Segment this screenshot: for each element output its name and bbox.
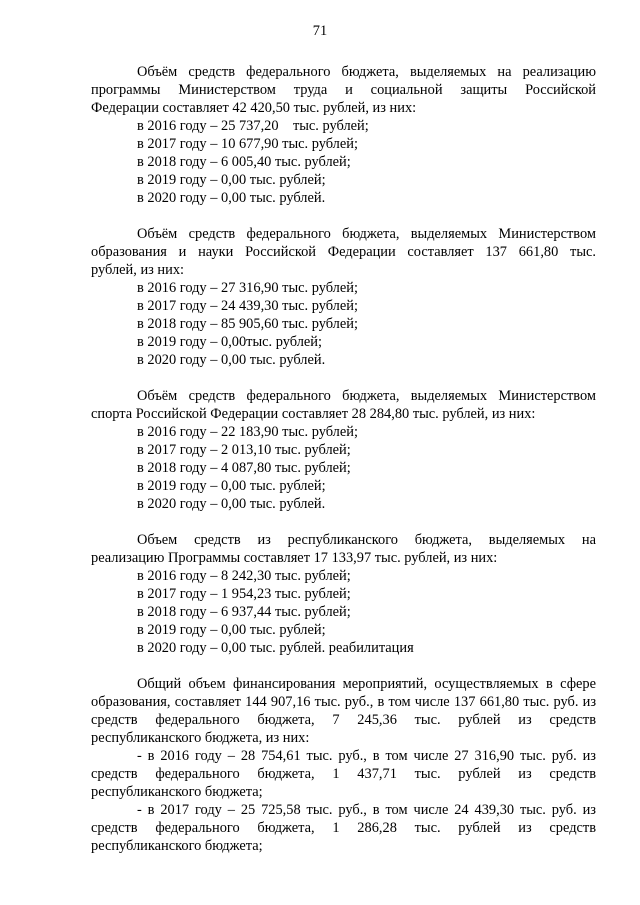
- paragraph-line: спорта Российской Федерации составляет 28 284,80 тыс. рублей, из них:: [91, 406, 536, 422]
- year-amount-item: в 2017 году – 10 677,90 тыс. рублей;: [137, 136, 358, 152]
- year-amount-item: в 2019 году – 0,00 тыс. рублей;: [137, 622, 326, 638]
- paragraph-line: Объём средств федерального бюджета, выделяемых Министерством: [137, 388, 596, 404]
- year-amount-item: в 2016 году – 8 242,30 тыс. рублей;: [137, 568, 351, 584]
- year-amount-item: в 2018 году – 6 005,40 тыс. рублей;: [137, 154, 351, 170]
- year-amount-item: в 2020 году – 0,00 тыс. рублей.: [137, 496, 326, 512]
- paragraph-line: Объем средств из республиканского бюджета, выделяемых на: [137, 532, 596, 548]
- paragraph-line: Объём средств федерального бюджета, выделяемых Министерством: [137, 226, 596, 242]
- year-amount-item: в 2017 году – 2 013,10 тыс. рублей;: [137, 442, 351, 458]
- year-amount-item: в 2020 году – 0,00 тыс. рублей.: [137, 190, 326, 206]
- year-amount-item: в 2019 году – 0,00 тыс. рублей;: [137, 172, 326, 188]
- year-amount-item: в 2016 году – 27 316,90 тыс. рублей;: [137, 280, 358, 296]
- year-amount-item: в 2020 году – 0,00 тыс. рублей.: [137, 352, 326, 368]
- year-amount-item: в 2016 году – 22 183,90 тыс. рублей;: [137, 424, 358, 440]
- funding-block-sport-ministry: [91, 387, 596, 513]
- total-financing-paragraph: Общий объем финансирования мероприятий, осуществляемых в сфере образования, составляет 144 907,16 тыс. руб., в том числе 137 661,80 тыс. руб. из средств федерального бюджета, 7 245,36 тыс. рублей из средств республиканского бюджета, из них:: [91, 676, 596, 746]
- year-amount-item: в 2017 году – 24 439,30 тыс. рублей;: [137, 298, 358, 314]
- page-number: 71: [312, 23, 328, 39]
- paragraph-line: программы Министерством труда и социальной защиты Российской: [91, 82, 596, 98]
- year-amount-item: в 2018 году – 85 905,60 тыс. рублей;: [137, 316, 358, 332]
- year-amount-item: в 2019 году – 0,00тыс. рублей;: [137, 334, 322, 350]
- year-amount-item: в 2017 году – 1 954,23 тыс. рублей;: [137, 586, 351, 602]
- year-breakdown-item: - в 2017 году – 25 725,58 тыс. руб., в том числе 24 439,30 тыс. руб. из средств федерального бюджета, 1 286,28 тыс. рублей из средств республиканского бюджета;: [91, 802, 596, 854]
- year-amount-item: в 2020 году – 0,00 тыс. рублей. реабилитация: [137, 640, 414, 656]
- year-amount-item: в 2018 году – 6 937,44 тыс. рублей;: [137, 604, 351, 620]
- year-amount-item: в 2019 году – 0,00 тыс. рублей;: [137, 478, 326, 494]
- funding-block-republican-budget: [91, 531, 596, 657]
- year-breakdown-item: - в 2016 году – 28 754,61 тыс. руб., в том числе 27 316,90 тыс. руб. из средств федерального бюджета, 1 437,71 тыс. рублей из средств республиканского бюджета;: [91, 748, 596, 800]
- paragraph-line: реализацию Программы составляет 17 133,97 тыс. рублей, из них:: [91, 550, 498, 566]
- paragraph-line: Федерации составляет 42 420,50 тыс. рублей, из них:: [91, 100, 417, 116]
- year-amount-item: в 2016 году – 25 737,20 тыс. рублей;: [137, 118, 369, 134]
- year-amount-item: в 2018 году – 4 087,80 тыс. рублей;: [137, 460, 351, 476]
- funding-block-education-ministry: [91, 225, 596, 369]
- funding-block-labor-ministry: [91, 63, 596, 207]
- paragraph-line: Объём средств федерального бюджета, выделяемых на реализацию: [137, 64, 596, 80]
- document-body: [91, 63, 596, 873]
- paragraph-line: образования и науки Российской Федерации составляет 137 661,80 тыс.: [91, 244, 596, 260]
- paragraph-line: рублей, из них:: [91, 262, 185, 278]
- funding-block-education-total: [91, 675, 596, 855]
